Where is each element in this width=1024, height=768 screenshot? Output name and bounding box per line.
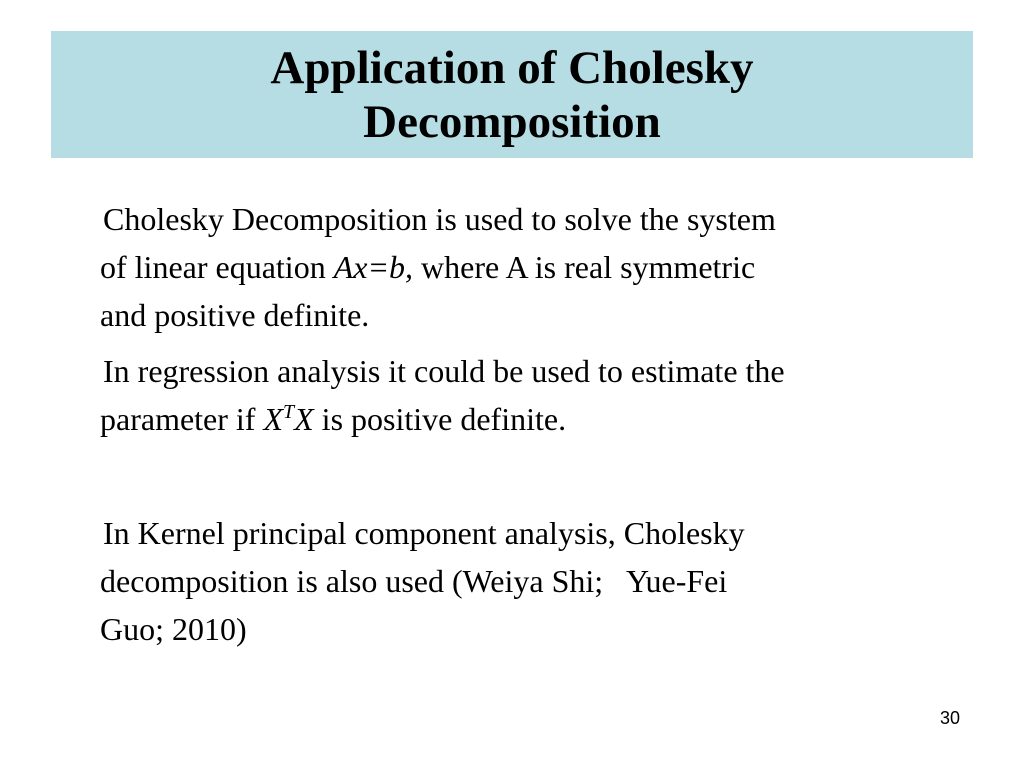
slide-title-line-2: Decomposition [363, 95, 661, 148]
paragraph-line: In regression analysis it could be used to estimate the [103, 353, 785, 389]
paragraph-line: Guo; 2010) [100, 611, 247, 647]
paragraph-kernel-pca [100, 509, 980, 653]
paragraph-regression [100, 347, 980, 443]
text-segment: where A is real symmetric [413, 249, 756, 285]
text-segment: is positive definite. [313, 401, 567, 437]
text-segment: of linear equation [100, 249, 334, 285]
equation: Ax=b, [333, 249, 414, 285]
paragraph-line: Cholesky Decomposition is used to solve the system [103, 201, 776, 237]
matrix-symbol: X [263, 401, 283, 437]
title-band [51, 31, 973, 158]
paragraph-line [100, 243, 980, 291]
paragraph-line: and positive definite. [100, 297, 370, 333]
slide-title-line-1: Application of Cholesky [270, 41, 754, 94]
matrix-symbol: X [294, 401, 314, 437]
text-segment: parameter if [100, 401, 264, 437]
paragraph-line: decomposition is also used (Weiya Shi; Yue-Fei [100, 563, 728, 599]
transpose-superscript: T [283, 401, 295, 423]
paragraph-line: In Kernel principal component analysis, Cholesky [103, 515, 745, 551]
page-number: 30 [939, 708, 960, 728]
paragraph-cholesky-system [100, 195, 980, 339]
paragraph-line [100, 395, 980, 443]
